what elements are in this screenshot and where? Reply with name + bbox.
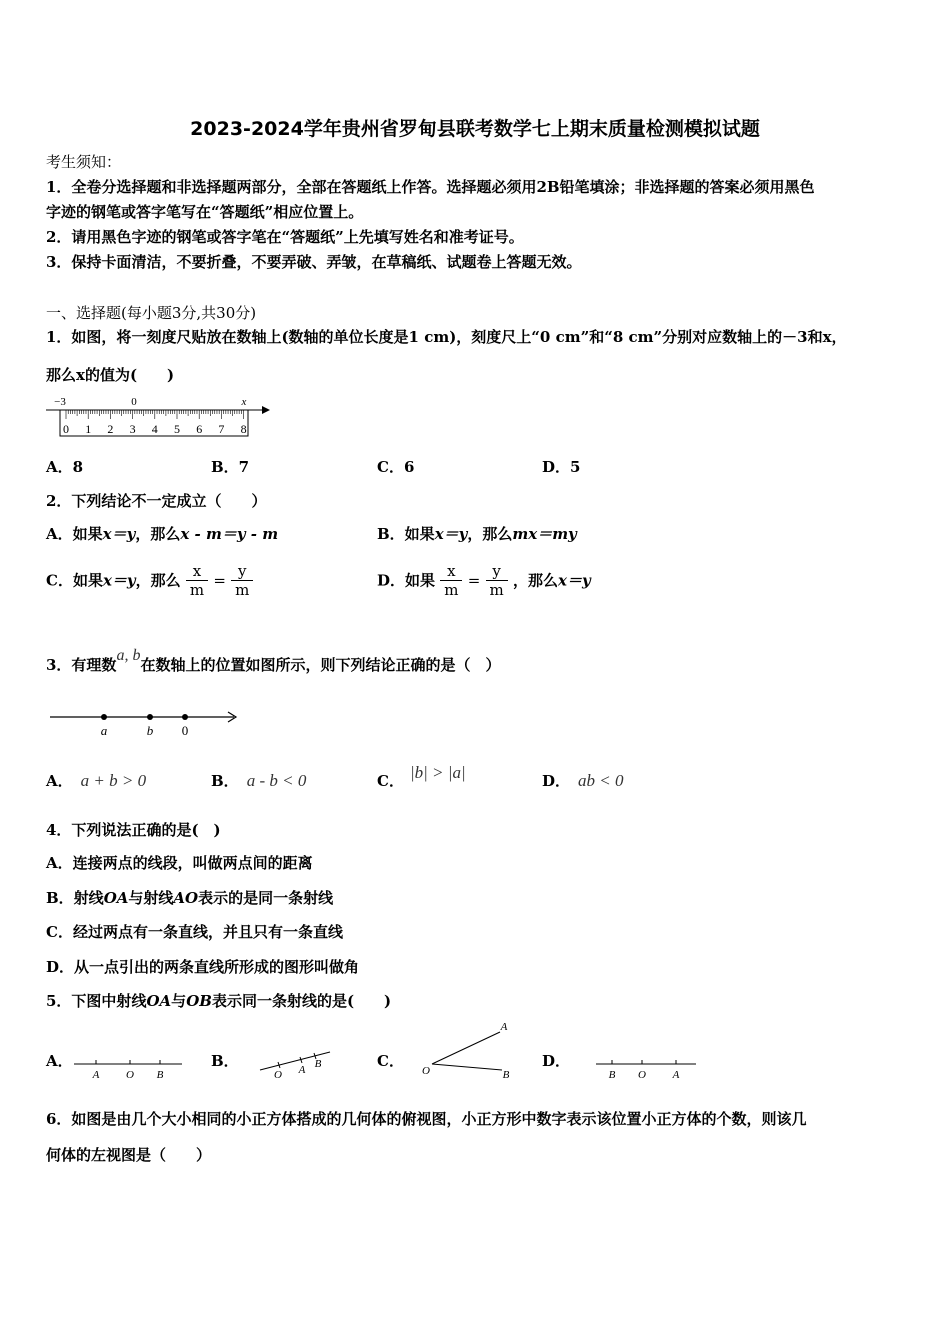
q4-option-d[interactable]: D．从一点引出的两条直线所形成的图形叫做角 bbox=[46, 958, 360, 976]
ruler-label: 3 bbox=[129, 422, 136, 436]
q1-axis-label-minus3: −3 bbox=[54, 396, 66, 408]
q5b-label-1: O bbox=[274, 1069, 282, 1080]
notice-item-3: 3．保持卡面清洁，不要折叠，不要弄破、弄皱，在草稿纸、试题卷上答题无效。 bbox=[46, 253, 582, 271]
q5-option-c[interactable]: C． bbox=[377, 1052, 404, 1070]
q5-stem: 5．下图中射线OA与OB表示同一条射线的是( ) bbox=[46, 992, 392, 1010]
q1-option-a[interactable]: A．8 bbox=[46, 458, 84, 476]
notice-item-2: 2．请用黑色字迹的钢笔或答字笔在“答题纸”上先填写姓名和准考证号。 bbox=[46, 228, 524, 246]
ruler-label: 8 bbox=[240, 422, 247, 436]
q1-option-c[interactable]: C．6 bbox=[377, 458, 415, 476]
q1-option-d[interactable]: D．5 bbox=[542, 458, 581, 476]
q1-stem: 1．如图，将一刻度尺贴放在数轴上(数轴的单位长度是1 cm)，刻度尺上“0 cm”和“8 cm”分别对应数轴上的－3和x， bbox=[46, 328, 847, 346]
q4-option-b[interactable]: B．射线OA与射线AO表示的是同一条射线 bbox=[46, 889, 334, 907]
q2-stem: 2．下列结论不一定成立（ ） bbox=[46, 492, 267, 510]
q5d-label-1: B bbox=[608, 1069, 616, 1081]
q3-option-d[interactable]: D． ab < 0 bbox=[542, 771, 624, 790]
q3-label-a: a bbox=[100, 723, 108, 738]
page-title: 2023-2024学年贵州省罗甸县联考数学七上期末质量检测模拟试题 bbox=[190, 118, 760, 140]
ruler-label: 0 bbox=[63, 422, 69, 436]
q5a-label-1: A bbox=[92, 1069, 100, 1081]
q4-stem: 4．下列说法正确的是( ) bbox=[46, 821, 221, 839]
ruler-label: 4 bbox=[151, 422, 158, 436]
q1-ruler-labels bbox=[63, 422, 247, 436]
q5c-label-2: O bbox=[422, 1065, 430, 1077]
q4-option-c[interactable]: C．经过两点有一条直线，并且只有一条直线 bbox=[46, 923, 343, 941]
q5-figure-c bbox=[420, 1018, 520, 1082]
q4-option-a[interactable]: A．连接两点的线段，叫做两点间的距离 bbox=[46, 854, 313, 872]
q5-figure-a bbox=[72, 1052, 186, 1082]
q3-option-a[interactable]: A． a + b > 0 bbox=[46, 771, 147, 790]
q3-option-c[interactable]: C． |b| > |a| bbox=[377, 763, 466, 790]
q5-option-a[interactable]: A． bbox=[46, 1052, 73, 1070]
notice-item-1: 1．全卷分选择题和非选择题两部分，全部在答题纸上作答。选择题必须用2B铅笔填涂；非选择题的答案必须用黑色 bbox=[46, 178, 815, 196]
q5a-label-3: B bbox=[156, 1069, 164, 1081]
q1-axis-arrow bbox=[262, 406, 270, 414]
q6-stem-cont: 何体的左视图是（ ） bbox=[46, 1146, 212, 1164]
q3-point-b bbox=[147, 714, 153, 720]
q1-axis-label-0: 0 bbox=[131, 396, 137, 408]
q5c-label-1: A bbox=[500, 1021, 508, 1033]
ruler-label: 2 bbox=[107, 422, 114, 436]
q1-stem-cont: 那么x的值为( ) bbox=[46, 366, 175, 384]
q3-point-a bbox=[101, 714, 107, 720]
q3-point-0 bbox=[182, 714, 188, 720]
q3-number-line-figure bbox=[48, 706, 240, 740]
q3-label-0: 0 bbox=[181, 723, 189, 738]
q6-stem: 6．如图是由几个大小相同的小正方体搭成的几何体的俯视图，小正方形中数字表示该位置小正方体的个数，则该几 bbox=[46, 1110, 807, 1128]
q2-option-c[interactable]: C．如果x＝y，那么 $\frac{x}{m}$ = $\frac{y}{m}$ bbox=[46, 562, 253, 599]
q5-option-b[interactable]: B． bbox=[211, 1052, 239, 1070]
notice-heading: 考生须知： bbox=[46, 153, 122, 171]
q3-option-b[interactable]: B． a - b < 0 bbox=[211, 771, 307, 790]
q2-option-d[interactable]: D．如果 $\frac{x}{m}$ = $\frac{y}{m}$ ，那么x＝y bbox=[377, 562, 591, 599]
q1-ruler-ticks bbox=[66, 410, 244, 419]
q5b-label-2: A bbox=[298, 1064, 306, 1076]
q5c-label-3: B bbox=[502, 1069, 510, 1081]
q5d-label-2: O bbox=[638, 1069, 646, 1081]
q1-ruler-figure bbox=[44, 394, 270, 440]
q2-option-b[interactable]: B．如果x＝y，那么mx＝my bbox=[377, 525, 577, 543]
q5a-label-2: O bbox=[126, 1069, 134, 1081]
section-heading: 一、选择题(每小题3分,共30分) bbox=[46, 304, 257, 322]
ruler-label: 5 bbox=[174, 422, 180, 436]
ruler-label: 6 bbox=[196, 422, 203, 436]
q5-option-d[interactable]: D． bbox=[542, 1052, 571, 1070]
ruler-label: 7 bbox=[218, 422, 225, 436]
q5b-label-3: B bbox=[314, 1058, 322, 1070]
q3-stem: 3．有理数a, b在数轴上的位置如图所示，则下列结论正确的是（ ） bbox=[46, 647, 501, 674]
q1-axis-label-x: x bbox=[241, 396, 247, 408]
q5-figure-d bbox=[592, 1052, 702, 1082]
q2-option-a[interactable]: A．如果x＝y，那么x - m＝y - m bbox=[46, 525, 279, 543]
ruler-label: 1 bbox=[85, 422, 92, 436]
q5-figure-b bbox=[256, 1044, 336, 1080]
notice-item-1-cont: 字迹的钢笔或答字笔写在“答题纸”相应位置上。 bbox=[46, 203, 364, 221]
q5d-label-3: A bbox=[672, 1069, 680, 1081]
q1-option-b[interactable]: B．7 bbox=[211, 458, 250, 476]
q3-label-b: b bbox=[146, 723, 154, 738]
